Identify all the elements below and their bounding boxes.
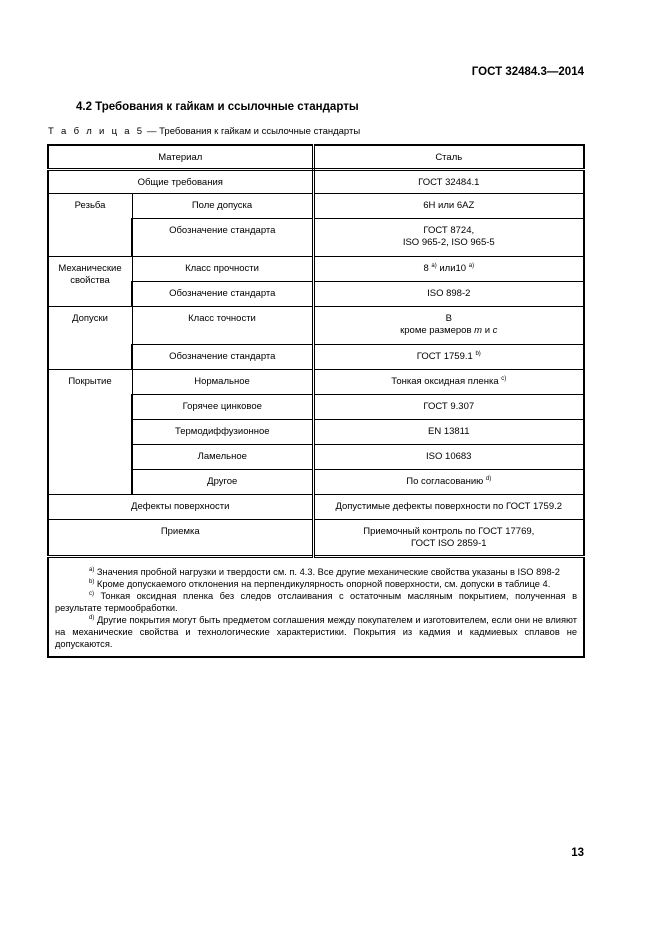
note-a-text: Значения пробной нагрузки и твердости см. п. 4.3. Все другие механические свойства указаны в ISO 898-2 [94, 566, 560, 577]
table-caption [48, 126, 360, 137]
coat-lam-label: Ламельное [132, 444, 313, 469]
note-b-text: Кроме допускаемого отклонения на перпендикулярность опорной поверхности, см. допуски в таблице 4. [94, 578, 551, 589]
document-code: ГОСТ 32484.3—2014 [471, 66, 584, 78]
note-ref-d: d) [485, 475, 492, 482]
tol-acc-except: кроме размеров [400, 324, 475, 336]
mech-class-mid: или10 [436, 262, 467, 274]
coat-lam-value: ISO 10683 [313, 444, 584, 469]
thread-std-value-line2: ISO 965-2, ISO 965-5 [402, 236, 495, 248]
coat-other-text: По согласованию [406, 475, 484, 487]
table-row [48, 169, 584, 193]
note-ref-b: b) [475, 350, 481, 357]
table-row [48, 369, 584, 394]
table-row [48, 519, 584, 556]
coat-normal-value [313, 369, 584, 394]
thread-std-value [313, 218, 584, 256]
accept-value-line1: Приемочный контроль по ГОСТ 17769, [363, 525, 535, 537]
coat-group: Покрытие [48, 369, 132, 494]
table-row [48, 306, 584, 344]
mech-std-label: Обозначение стандарта [132, 281, 313, 306]
header-material: Материал [48, 145, 313, 169]
tol-acc-c: c [492, 324, 498, 336]
coat-hot-label: Горячее цинковое [132, 394, 313, 419]
tol-acc-value-line2 [319, 325, 580, 337]
mech-class-v1: 8 [423, 262, 429, 274]
coat-normal-label: Нормальное [132, 369, 313, 394]
table-notes [48, 556, 584, 657]
page-number: 13 [571, 847, 584, 859]
coat-other-value [313, 469, 584, 494]
mech-class-value [313, 256, 584, 281]
accept-label: Приемка [48, 519, 313, 556]
table-row [48, 256, 584, 281]
note-c-text: Тонкая оксидная пленка без следов отслаивания с остаточным масляным покрытием, полученная в результате термообработки. [55, 590, 578, 613]
defects-value: Допустимые дефекты поверхности по ГОСТ 1759.2 [313, 494, 584, 519]
section-title: 4.2 Требования к гайкам и ссылочные стандарты [76, 101, 359, 113]
coat-thermo-label: Термодиффузионное [132, 419, 313, 444]
tol-acc-and: и [482, 324, 493, 336]
tol-std-label: Обозначение стандарта [132, 344, 313, 369]
tol-std-text: ГОСТ 1759.1 [416, 350, 473, 362]
note-b-mark: b) [89, 578, 95, 585]
coat-other-label: Другое [132, 469, 313, 494]
thread-std-value-line1: ГОСТ 8724, [423, 224, 475, 236]
note-ref-a: a) [468, 262, 475, 269]
defects-label: Дефекты поверхности [48, 494, 313, 519]
note-d [55, 614, 577, 650]
tol-std-value [313, 344, 584, 369]
thread-tolerance-label: Поле допуска [132, 193, 313, 218]
table-row [48, 193, 584, 218]
coat-thermo-value: EN 13811 [313, 419, 584, 444]
mech-class-label: Класс прочности [132, 256, 313, 281]
note-d-text: Другие покрытия могут быть предметом соглашения между покупателем и изготовителем, если они не влияют на механические свойства и технологические характеристики. Покрытия из кадмия и кадмиевых сплавов не допускаются. [55, 614, 578, 649]
table-row [48, 494, 584, 519]
coat-normal-text: Тонкая оксидная пленка [391, 375, 499, 387]
mech-std-value: ISO 898-2 [313, 281, 584, 306]
tol-acc-m: m [474, 324, 483, 336]
table-header-row [48, 145, 584, 169]
table-caption-prefix: Т а б л и ц а 5 [48, 126, 145, 137]
note-a [55, 566, 577, 578]
table-notes-row [48, 556, 584, 657]
mech-group: Механические свойства [48, 256, 132, 306]
note-d-mark: d) [89, 614, 95, 621]
thread-group: Резьба [48, 193, 132, 256]
accept-value [313, 519, 584, 556]
note-a-mark: a) [89, 566, 95, 573]
general-label: Общие требования [48, 169, 313, 193]
thread-tolerance-value: 6H или 6AZ [313, 193, 584, 218]
tol-acc-value-line1: B [445, 312, 452, 324]
header-steel: Сталь [313, 145, 584, 169]
note-c-mark: c) [89, 590, 94, 597]
note-c [55, 590, 577, 614]
tol-group: Допуски [48, 306, 132, 369]
accept-value-line2: ГОСТ ISO 2859-1 [410, 537, 487, 549]
tol-acc-value [313, 306, 584, 344]
tol-acc-label: Класс точности [132, 306, 313, 344]
note-ref-a: a) [431, 262, 437, 269]
thread-std-label: Обозначение стандарта [132, 218, 313, 256]
note-b [55, 578, 577, 590]
coat-hot-value: ГОСТ 9.307 [313, 394, 584, 419]
note-ref-c: c) [501, 375, 507, 382]
table-caption-text: — Требования к гайкам и ссылочные стандарты [144, 126, 361, 137]
requirements-table [47, 144, 585, 658]
general-value: ГОСТ 32484.1 [313, 169, 584, 193]
